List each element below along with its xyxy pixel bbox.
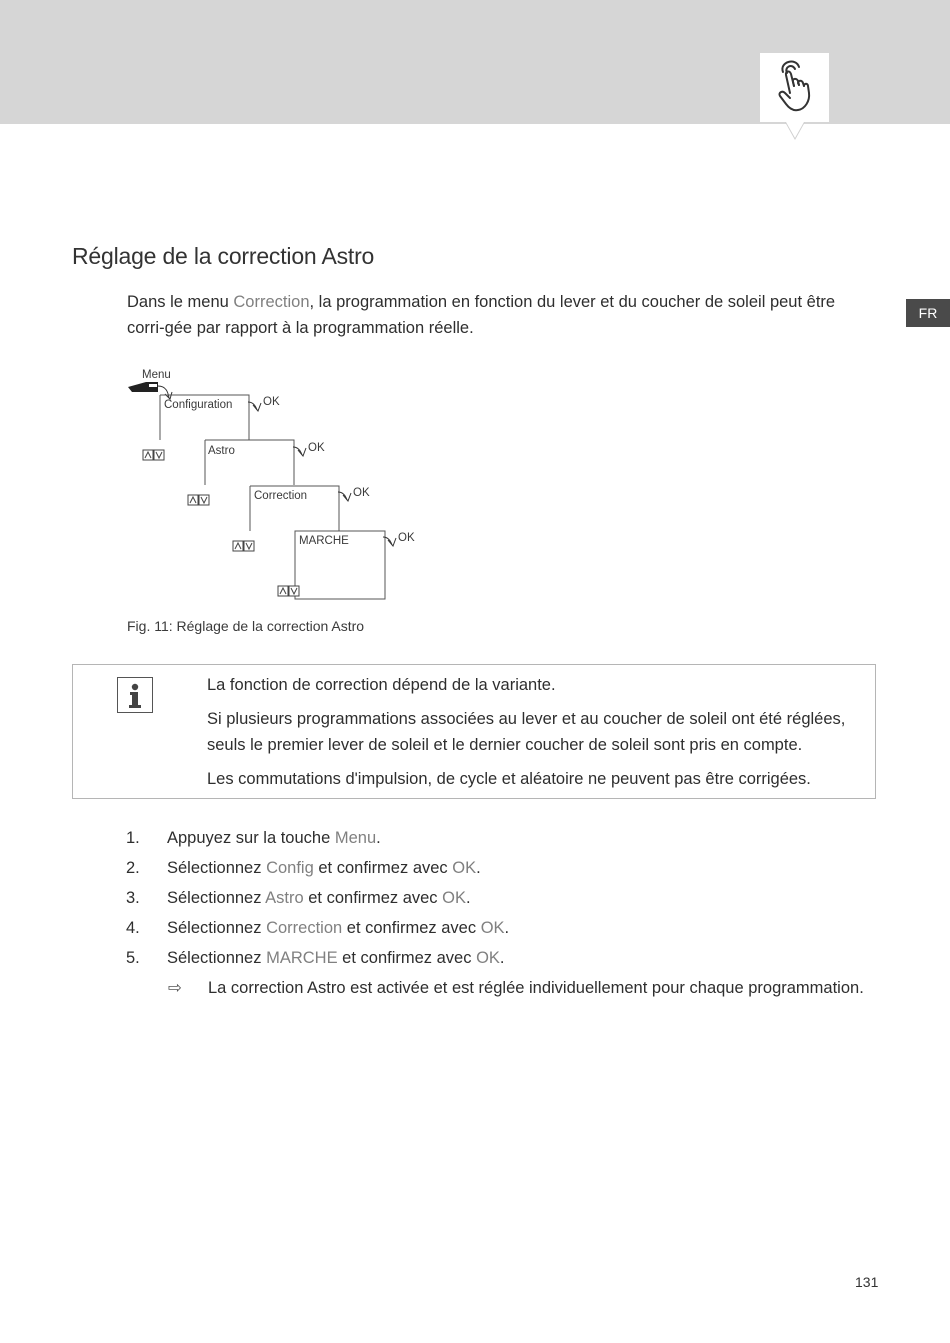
step-text-pre: Sélectionnez xyxy=(167,859,267,877)
step-text xyxy=(167,855,481,881)
down-arrow-icon xyxy=(244,541,254,551)
step-text-mid: . xyxy=(376,829,381,847)
diagram-step-marche xyxy=(278,531,415,599)
info-icon xyxy=(117,677,153,713)
up-arrow-icon xyxy=(188,495,198,505)
step-text-mid: et confirmez avec xyxy=(303,889,443,907)
step-key-config: Config xyxy=(266,859,314,877)
info-line-1: La fonction de correction dépend de la variante. xyxy=(207,676,556,694)
step-text-mid: et confirmez avec xyxy=(337,949,477,967)
step-number: 5. xyxy=(126,949,140,967)
menu-hand-icon xyxy=(128,382,172,399)
diagram-box-astro: Astro xyxy=(208,445,235,457)
down-arrow-icon xyxy=(154,450,164,460)
touch-tab xyxy=(760,53,829,122)
step-text-pre: Appuyez sur la touche xyxy=(167,829,335,847)
step-text-end: . xyxy=(499,949,505,967)
language-tab: FR xyxy=(906,299,950,327)
info-text xyxy=(207,672,867,800)
intro-text-after: , la programmation en fonction du lever et du coucher de soleil peut être corri-gée par rapport à la programmation réelle. xyxy=(127,293,836,337)
down-arrow-icon xyxy=(199,495,209,505)
down-arrow-icon xyxy=(289,586,299,596)
step-text-pre: Sélectionnez xyxy=(167,919,267,937)
diagram-step-correction xyxy=(233,486,370,551)
step-text xyxy=(167,915,509,941)
step-text-mid: et confirmez avec xyxy=(342,919,481,937)
diagram-box-correction: Correction xyxy=(254,490,308,502)
diagram-ok-4: OK xyxy=(398,532,415,544)
step-key-astro: Astro xyxy=(265,889,304,907)
intro-paragraph xyxy=(127,289,867,341)
diagram-box-marche: MARCHE xyxy=(299,535,349,547)
step-text xyxy=(167,945,505,971)
up-arrow-icon xyxy=(233,541,243,551)
diagram-step-astro xyxy=(188,440,325,505)
up-arrow-icon xyxy=(278,586,288,596)
diagram-ok-2: OK xyxy=(308,442,325,454)
step-key-menu: Menu xyxy=(334,829,377,847)
step-text-end: . xyxy=(504,919,510,937)
section-title: Réglage de la correction Astro xyxy=(72,243,375,269)
step-text-pre: Sélectionnez xyxy=(167,889,266,907)
result-text: La correction Astro est activée et est réglée individuellement pour chaque programmation. xyxy=(208,979,864,997)
step-text-end: . xyxy=(466,889,471,907)
step-number: 2. xyxy=(126,859,140,877)
info-line-2: Si plusieurs programmations associées au lever et au coucher de soleil ont été réglées, seuls le premier lever de soleil et le dernier coucher de soleil sont pris en compte. xyxy=(207,710,846,754)
step-key-ok: OK xyxy=(452,859,477,877)
step-key-ok: OK xyxy=(476,949,500,967)
diagram-ok-1: OK xyxy=(263,396,280,408)
step-key-marche: MARCHE xyxy=(266,949,338,967)
step-number: 3. xyxy=(126,889,140,907)
diagram-step-configuration xyxy=(143,395,280,460)
step-text xyxy=(167,825,381,851)
intro-highlight-correction: Correction xyxy=(233,293,310,311)
page-number: 131 xyxy=(855,1274,879,1290)
step-text-end: . xyxy=(476,859,481,877)
touch-tab-pointer xyxy=(786,122,804,138)
intro-text-before: Dans le menu xyxy=(127,293,234,311)
diagram-box-configuration: Configuration xyxy=(164,399,233,411)
step-result xyxy=(168,975,864,1001)
step-number: 1. xyxy=(126,829,140,847)
info-line-3: Les commutations d'impulsion, de cycle et aléatoire ne peuvent pas être corrigées. xyxy=(207,770,811,788)
diagram-ok-3: OK xyxy=(353,487,370,499)
step-text-mid: et confirmez avec xyxy=(313,859,453,877)
step-key-correction: Correction xyxy=(266,919,343,937)
step-number: 4. xyxy=(126,919,140,937)
step-text-pre: Sélectionnez xyxy=(167,949,267,967)
up-arrow-icon xyxy=(143,450,153,460)
diagram-menu-label: Menu xyxy=(142,369,171,381)
step-key-ok: OK xyxy=(480,919,505,937)
step-key-ok: OK xyxy=(442,889,466,907)
step-text xyxy=(167,885,471,911)
figure-caption: Fig. 11: Réglage de la correction Astro xyxy=(127,618,365,634)
touch-hand-icon xyxy=(760,53,829,122)
result-arrow-icon: ⇨ xyxy=(168,979,182,997)
